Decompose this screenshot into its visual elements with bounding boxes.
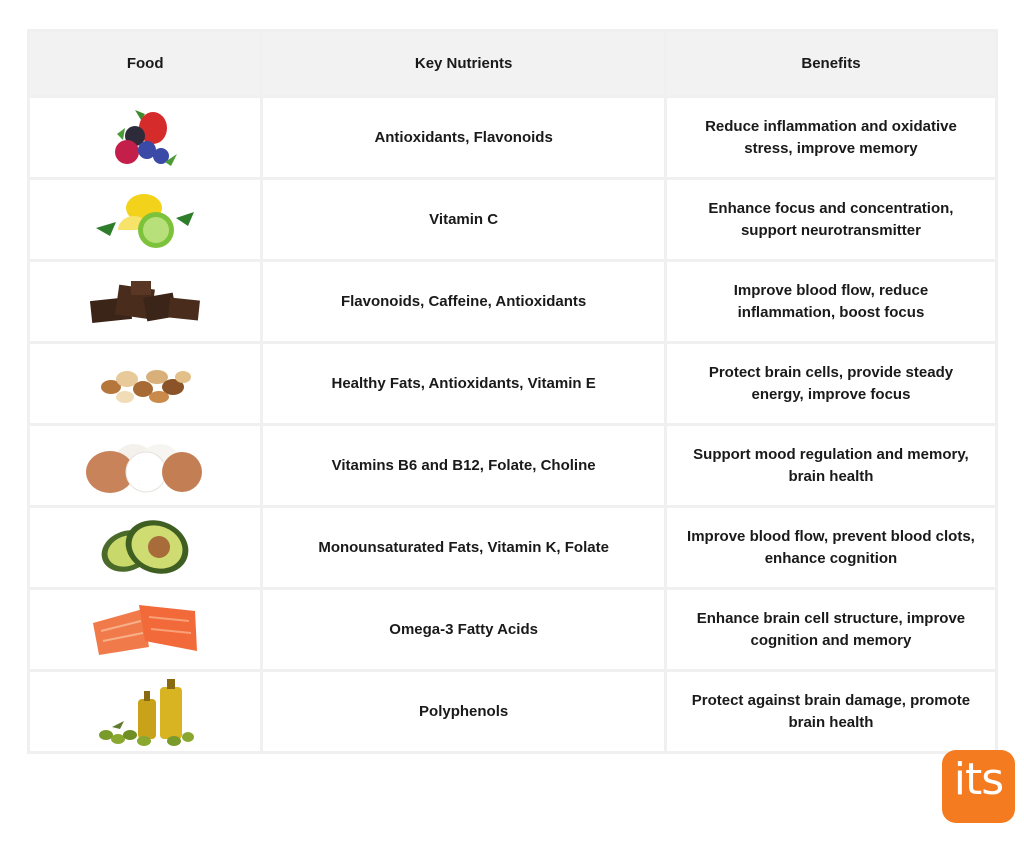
header-key-nutrients: Key Nutrients: [262, 31, 666, 97]
header-benefits: Benefits: [665, 31, 996, 97]
eggs-icon: [84, 438, 206, 494]
food-cell: [29, 343, 262, 425]
food-cell: [29, 261, 262, 343]
food-cell: [29, 97, 262, 179]
citrus-icon: [90, 188, 200, 252]
food-cell: [29, 589, 262, 671]
table-row: [29, 589, 997, 671]
food-cell: [29, 179, 262, 261]
nutrients-cell: Polyphenols: [262, 671, 666, 753]
avocado-icon: [97, 517, 193, 579]
benefits-cell: Protect brain cells, provide steady energy, improve focus: [665, 343, 996, 425]
table-row: [29, 671, 997, 753]
nutrients-cell: Vitamin C: [262, 179, 666, 261]
nutrients-cell: Vitamins B6 and B12, Folate, Choline: [262, 425, 666, 507]
benefits-cell: Reduce inflammation and oxidative stress, improve memory: [665, 97, 996, 179]
benefits-cell: Enhance focus and concentration, support neurotransmitter: [665, 179, 996, 261]
benefits-cell: Protect against brain damage, promote brain health: [665, 671, 996, 753]
nutrients-cell: Monounsaturated Fats, Vitamin K, Folate: [262, 507, 666, 589]
benefits-cell: Support mood regulation and memory, brain health: [665, 425, 996, 507]
nutrition-table: [27, 29, 998, 754]
table-row: [29, 343, 997, 425]
nutrients-cell: Omega-3 Fatty Acids: [262, 589, 666, 671]
its-logo: [942, 750, 1015, 823]
food-cell: [29, 671, 262, 753]
table-row: [29, 261, 997, 343]
nutrients-cell: Healthy Fats, Antioxidants, Vitamin E: [262, 343, 666, 425]
table-row: [29, 97, 997, 179]
benefits-cell: Improve blood flow, prevent blood clots, enhance cognition: [665, 507, 996, 589]
berries-icon: [105, 106, 185, 170]
table-row: [29, 425, 997, 507]
salmon-icon: [89, 601, 201, 659]
header-food: Food: [29, 31, 262, 97]
dark-chocolate-icon: [87, 277, 203, 327]
table-row: [29, 507, 997, 589]
olive-oil-icon: [94, 677, 196, 747]
benefits-cell: Improve blood flow, reduce inflammation, boost focus: [665, 261, 996, 343]
benefits-cell: Enhance brain cell structure, improve cognition and memory: [665, 589, 996, 671]
nuts-icon: [95, 359, 195, 409]
table-header-row: [29, 31, 997, 97]
table-row: [29, 179, 997, 261]
nutrients-cell: Flavonoids, Caffeine, Antioxidants: [262, 261, 666, 343]
nutrients-cell: Antioxidants, Flavonoids: [262, 97, 666, 179]
food-cell: [29, 425, 262, 507]
its-logo-text: its: [953, 754, 1004, 805]
food-cell: [29, 507, 262, 589]
